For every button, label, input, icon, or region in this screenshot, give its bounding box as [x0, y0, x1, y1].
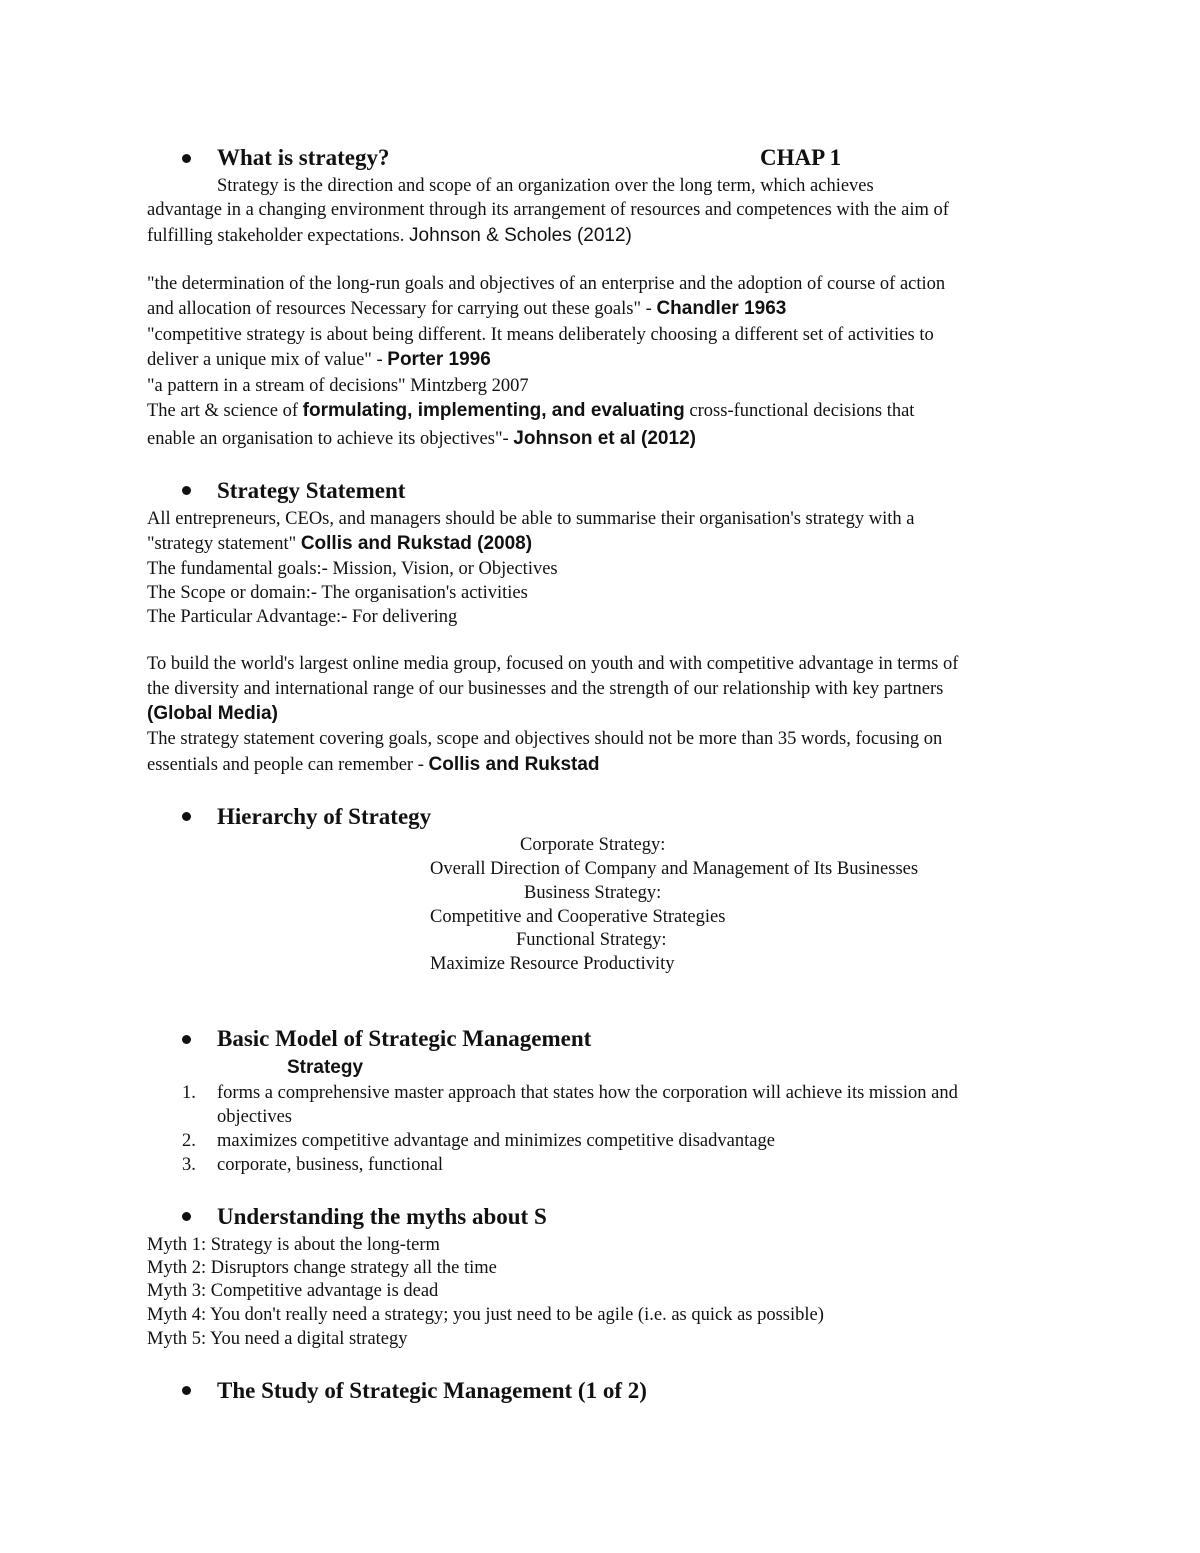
- definition-line: [147, 224, 632, 248]
- rule-line: [147, 753, 600, 777]
- heading-study: The Study of Strategic Management (1 of 2): [217, 1378, 647, 1403]
- bullet-icon: [182, 486, 191, 495]
- statement-text: "strategy statement": [147, 534, 297, 554]
- list-item: objectives: [217, 1107, 293, 1127]
- chandler-quote-line: "the determination of the long-run goals and objectives of an enterprise and the adoption of course of action: [147, 274, 946, 294]
- myth-item: Myth 2: Disruptors change strategy all the time: [147, 1258, 497, 1278]
- hierarchy-level-title: Business Strategy:: [524, 883, 662, 903]
- art-science-suffix: cross-functional decisions that: [689, 401, 915, 421]
- chandler-quote-line: [147, 297, 786, 321]
- statement-line: [147, 532, 532, 556]
- myth-item: Myth 3: Competitive advantage is dead: [147, 1281, 439, 1301]
- rule-author: Collis and Rukstad: [428, 754, 600, 775]
- list-number: 1.: [182, 1083, 196, 1103]
- hierarchy-level-desc: Maximize Resource Productivity: [430, 954, 675, 974]
- bullet-icon: [182, 1035, 191, 1044]
- heading-strategy-statement: Strategy Statement: [217, 478, 406, 503]
- art-science-line: [147, 427, 696, 451]
- hierarchy-level-title: Functional Strategy:: [516, 930, 667, 950]
- definition-text: fulfilling stakeholder expectations.: [147, 226, 405, 246]
- porter-quote-line: "competitive strategy is about being different. It means deliberately choosing a different set of activities to: [147, 325, 934, 345]
- rule-line: The strategy statement covering goals, scope and objectives should not be more than 35 words, focusing on: [147, 729, 943, 749]
- statement-scope: The Scope or domain:- The organisation's activities: [147, 583, 528, 603]
- art-science-prefix: The art & science of: [147, 401, 299, 421]
- list-number: 2.: [182, 1131, 196, 1151]
- example-line: To build the world's largest online media group, focused on youth and with competitive advantage in terms of: [147, 654, 959, 674]
- statement-advantage: The Particular Advantage:- For delivering: [147, 607, 458, 627]
- bullet-icon: [182, 1212, 191, 1221]
- hierarchy-level-desc: Overall Direction of Company and Management of Its Businesses: [430, 859, 919, 879]
- chandler-quote-text: and allocation of resources Necessary for carrying out these goals" -: [147, 299, 652, 319]
- statement-author: Collis and Rukstad (2008): [300, 533, 533, 554]
- definition-author: Johnson & Scholes (2012): [409, 225, 632, 246]
- example-source: (Global Media): [147, 703, 278, 724]
- basic-model-subheading: Strategy: [287, 1057, 364, 1078]
- myth-item: Myth 5: You need a digital strategy: [147, 1329, 408, 1349]
- rule-text: essentials and people can remember -: [147, 755, 424, 775]
- list-item: maximizes competitive advantage and minimizes competitive disadvantage: [217, 1131, 775, 1151]
- statement-goals: The fundamental goals:- Mission, Vision, or Objectives: [147, 559, 558, 579]
- heading-basic-model: Basic Model of Strategic Management: [217, 1026, 592, 1051]
- porter-author: Porter 1996: [387, 349, 491, 370]
- mintzberg-quote: "a pattern in a stream of decisions" Mintzberg 2007: [147, 376, 529, 396]
- hierarchy-level-title: Corporate Strategy:: [520, 835, 666, 855]
- list-item: forms a comprehensive master approach that states how the corporation will achieve its mission and: [217, 1083, 958, 1103]
- hierarchy-level-desc: Competitive and Cooperative Strategies: [430, 907, 726, 927]
- list-item: corporate, business, functional: [217, 1155, 444, 1175]
- myth-item: Myth 1: Strategy is about the long-term: [147, 1235, 440, 1255]
- art-science-bold: formulating, implementing, and evaluating: [302, 400, 685, 421]
- bullet-icon: [182, 812, 191, 821]
- art-science-line: [147, 399, 914, 423]
- statement-line: All entrepreneurs, CEOs, and managers should be able to summarise their organisation's strategy with a: [147, 509, 915, 529]
- bullet-icon: [182, 154, 191, 163]
- chapter-label: CHAP 1: [760, 145, 842, 170]
- list-number: 3.: [182, 1155, 196, 1175]
- chandler-author: Chandler 1963: [656, 298, 787, 319]
- heading-what-is-strategy: What is strategy?: [217, 145, 390, 170]
- heading-hierarchy: Hierarchy of Strategy: [217, 804, 432, 829]
- porter-quote-text: deliver a unique mix of value" -: [147, 350, 383, 370]
- art-science-author: Johnson et al (2012): [513, 428, 696, 449]
- bullet-icon: [182, 1386, 191, 1395]
- definition-line: Strategy is the direction and scope of an organization over the long term, which achieves: [217, 176, 874, 196]
- porter-quote-line: [147, 348, 491, 372]
- art-science-text: enable an organisation to achieve its objectives"-: [147, 429, 509, 449]
- example-line: the diversity and international range of our businesses and the strength of our relationship with key partners: [147, 679, 944, 699]
- heading-myths: Understanding the myths about S: [217, 1204, 547, 1229]
- definition-line: advantage in a changing environment through its arrangement of resources and competences with the aim of: [147, 200, 949, 220]
- myth-item: Myth 4: You don't really need a strategy; you just need to be agile (i.e. as quick as possible): [147, 1305, 824, 1325]
